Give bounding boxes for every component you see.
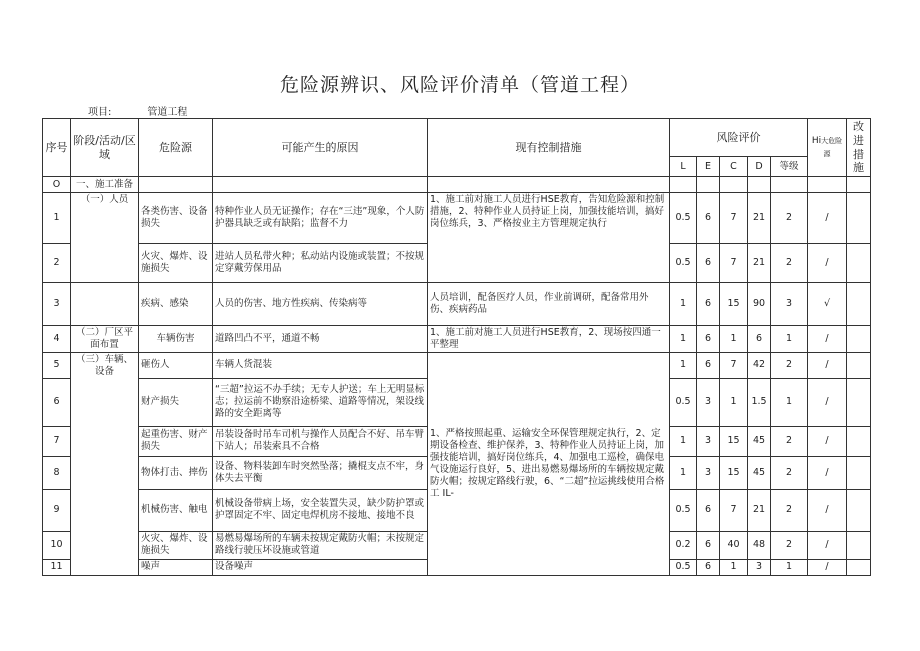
- header-D: D: [748, 157, 771, 177]
- row-hazard: 车辆伤害: [139, 326, 213, 353]
- row-L: 1: [670, 352, 697, 378]
- row-D: 48: [748, 531, 771, 559]
- row-L: 0.5: [670, 193, 697, 244]
- header-eval: 风险评价: [670, 119, 808, 157]
- row-cause: 进站人员私带火种；私动站内设施或装置；不按规定穿戴劳保用品: [213, 244, 428, 283]
- row-improve: [847, 456, 871, 489]
- row-L: 0.5: [670, 559, 697, 575]
- row-cause: 道路凹凸不平，通道不畅: [213, 326, 428, 353]
- project-value: 管道工程: [147, 107, 188, 118]
- row-hazard: 财产损失: [139, 378, 213, 426]
- row-D: 21: [748, 193, 771, 244]
- row-C: 7: [720, 352, 748, 378]
- row-no: 6: [43, 378, 71, 426]
- row-hazard: 各类伤害、设备损失: [139, 193, 213, 244]
- row-E: 6: [697, 283, 720, 326]
- row-level: 2: [771, 244, 808, 283]
- table-row: [43, 352, 871, 378]
- row-major: /: [808, 531, 847, 559]
- row-C: 1: [720, 326, 748, 353]
- row-cause: 吊装设备时吊车司机与操作人员配合不好、吊车臂下站人；吊装索具不合格: [213, 426, 428, 456]
- row-C: 40: [720, 531, 748, 559]
- row-improve: [847, 426, 871, 456]
- row-no: 3: [43, 283, 71, 326]
- row-L: 1: [670, 426, 697, 456]
- row-E: 6: [697, 244, 720, 283]
- section-row: [43, 177, 871, 193]
- row-cause: 特种作业人员无证操作；存在“三违”现象，个人防护器具缺乏或有缺陷；监督不力: [213, 193, 428, 244]
- row-improve: [847, 489, 871, 531]
- row-E: 3: [697, 456, 720, 489]
- control-c3: 人员培训，配备医疗人员，作业前调研，配备常用外伤、疾病药品: [428, 283, 670, 326]
- row-C: 15: [720, 283, 748, 326]
- table-row: [43, 283, 871, 326]
- row-major: /: [808, 426, 847, 456]
- row-major: /: [808, 378, 847, 426]
- project-label: 项目:: [88, 107, 112, 118]
- row-L: 1: [670, 283, 697, 326]
- project-line: [88, 103, 187, 118]
- header-L: L: [670, 157, 697, 177]
- row-major: √: [808, 283, 847, 326]
- row-no: 2: [43, 244, 71, 283]
- row-cause: 机械设备带病上场，安全装置失灵，缺少防护罩或护罩固定不牢、固定电焊机房不接地、接地不良: [213, 489, 428, 531]
- row-D: 45: [748, 426, 771, 456]
- row-improve: [847, 283, 871, 326]
- row-E: 3: [697, 378, 720, 426]
- row-C: 7: [720, 489, 748, 531]
- header-major-rest: 大危险源: [821, 137, 843, 158]
- header-improve: 改进措施: [847, 119, 871, 177]
- page-title: 危险源辨识、风险评价清单（管道工程）: [279, 74, 640, 96]
- row-L: 1: [670, 326, 697, 353]
- row-cause: 易燃易爆场所的车辆未按规定戴防火帽；未按规定路线行驶压坏设施或管道: [213, 531, 428, 559]
- row-level: 2: [771, 193, 808, 244]
- row-E: 6: [697, 489, 720, 531]
- header-level: 等级: [771, 157, 808, 177]
- row-D: 1.5: [748, 378, 771, 426]
- row-hazard: 疾病、感染: [139, 283, 213, 326]
- row-hazard: 起重伤害、财产损失: [139, 426, 213, 456]
- row-cause: 设备、物料装卸车时突然坠落；撬棍支点不牢，身体失去平衡: [213, 456, 428, 489]
- row-improve: [847, 378, 871, 426]
- row-level: 1: [771, 326, 808, 353]
- row-cause: 车辆人货混装: [213, 352, 428, 378]
- header-row: [43, 119, 871, 157]
- row-level: 1: [771, 559, 808, 575]
- row-hazard: 噪声: [139, 559, 213, 575]
- row-D: 21: [748, 489, 771, 531]
- row-hazard: 火灾、爆炸、设施损失: [139, 531, 213, 559]
- row-major: /: [808, 352, 847, 378]
- row-major: /: [808, 244, 847, 283]
- row-C: 1: [720, 559, 748, 575]
- row-hazard: 火灾、爆炸、设施损失: [139, 244, 213, 283]
- row-no: 4: [43, 326, 71, 353]
- row-improve: [847, 559, 871, 575]
- row-major: /: [808, 456, 847, 489]
- row-no: 1: [43, 193, 71, 244]
- control-c4: 1、施工前对施工人员进行HSE教育，2、现场按四通一平整理: [428, 326, 670, 353]
- row-hazard: 物体打击、摔伤: [139, 456, 213, 489]
- header-major-hi: Hi: [811, 136, 822, 147]
- row-major: /: [808, 193, 847, 244]
- row-D: 6: [748, 326, 771, 353]
- row-D: 42: [748, 352, 771, 378]
- header-cause: 可能产生的原因: [213, 119, 428, 177]
- row-improve: [847, 352, 871, 378]
- row-no: 9: [43, 489, 71, 531]
- table-row: [43, 193, 871, 244]
- row-L: 0.5: [670, 244, 697, 283]
- row-C: 7: [720, 244, 748, 283]
- row-cause: 人员的伤害、地方性疾病、传染病等: [213, 283, 428, 326]
- row-level: 2: [771, 489, 808, 531]
- row-E: 3: [697, 426, 720, 456]
- row-level: 2: [771, 456, 808, 489]
- row-E: 6: [697, 193, 720, 244]
- row-hazard: 机械伤害、触电: [139, 489, 213, 531]
- row-C: 7: [720, 193, 748, 244]
- row-level: 2: [771, 352, 808, 378]
- row-no: 7: [43, 426, 71, 456]
- stage-vehicles: （三）车辆、设备: [71, 352, 139, 575]
- row-level: 2: [771, 531, 808, 559]
- row-D: 90: [748, 283, 771, 326]
- stage-people: （一）人员: [71, 193, 139, 283]
- row-D: 3: [748, 559, 771, 575]
- header-major: [808, 119, 847, 177]
- row-cause: “三超”拉运不办手续；无专人护送；车上无明显标志；拉运前不勘察沿途桥梁、道路等情况，架设线路的安全距离等: [213, 378, 428, 426]
- row-L: 0.5: [670, 489, 697, 531]
- header-C: C: [720, 157, 748, 177]
- header-E: E: [697, 157, 720, 177]
- section-no: O: [43, 177, 71, 193]
- row-L: 0.2: [670, 531, 697, 559]
- row-improve: [847, 531, 871, 559]
- row-major: /: [808, 489, 847, 531]
- row-level: 3: [771, 283, 808, 326]
- row-major: /: [808, 559, 847, 575]
- row-level: 2: [771, 426, 808, 456]
- row-L: 0.5: [670, 378, 697, 426]
- risk-table: [42, 118, 871, 576]
- row-improve: [847, 244, 871, 283]
- row-E: 6: [697, 559, 720, 575]
- header-seq: 序号: [43, 119, 71, 177]
- row-C: 15: [720, 456, 748, 489]
- header-control: 现有控制措施: [428, 119, 670, 177]
- row-L: 1: [670, 456, 697, 489]
- row-D: 21: [748, 244, 771, 283]
- row-no: 10: [43, 531, 71, 559]
- row-level: 1: [771, 378, 808, 426]
- header-hazard: 危险源: [139, 119, 213, 177]
- row-no: 11: [43, 559, 71, 575]
- row-no: 8: [43, 456, 71, 489]
- row-no: 5: [43, 352, 71, 378]
- row-E: 6: [697, 531, 720, 559]
- section-label: 一、施工准备: [71, 177, 139, 193]
- row-E: 6: [697, 326, 720, 353]
- row-improve: [847, 193, 871, 244]
- stage-layout: （二）厂区平面布置: [71, 326, 139, 353]
- row-C: 15: [720, 426, 748, 456]
- row-improve: [847, 326, 871, 353]
- row-major: /: [808, 326, 847, 353]
- control-c1: 1、施工前对施工人员进行HSE教育，告知危险源和控制措施，2、特种作业人员持证上岗，加强技能培训，搞好岗位练兵，3、严格按业主方管理规定执行: [428, 193, 670, 283]
- control-c5: 1、严格按照起重、运输安全环保管理规定执行，2、定期设备检查、维护保养，3、特种作业人员持证上岗，加强技能培训，搞好岗位练兵，4、加强电工巡检，确保电气设施运行良好，5、进出易燃易爆场所的车辆按规定戴防火帽；按规定路线行驶，6、“二超”拉运挑线使用合格工 IL-: [428, 352, 670, 575]
- row-D: 45: [748, 456, 771, 489]
- row-cause: 设备噪声: [213, 559, 428, 575]
- row-hazard: 砸伤人: [139, 352, 213, 378]
- row-C: 1: [720, 378, 748, 426]
- table-row: [43, 326, 871, 353]
- row-E: 6: [697, 352, 720, 378]
- header-stage: 阶段/活动/区域: [71, 119, 139, 177]
